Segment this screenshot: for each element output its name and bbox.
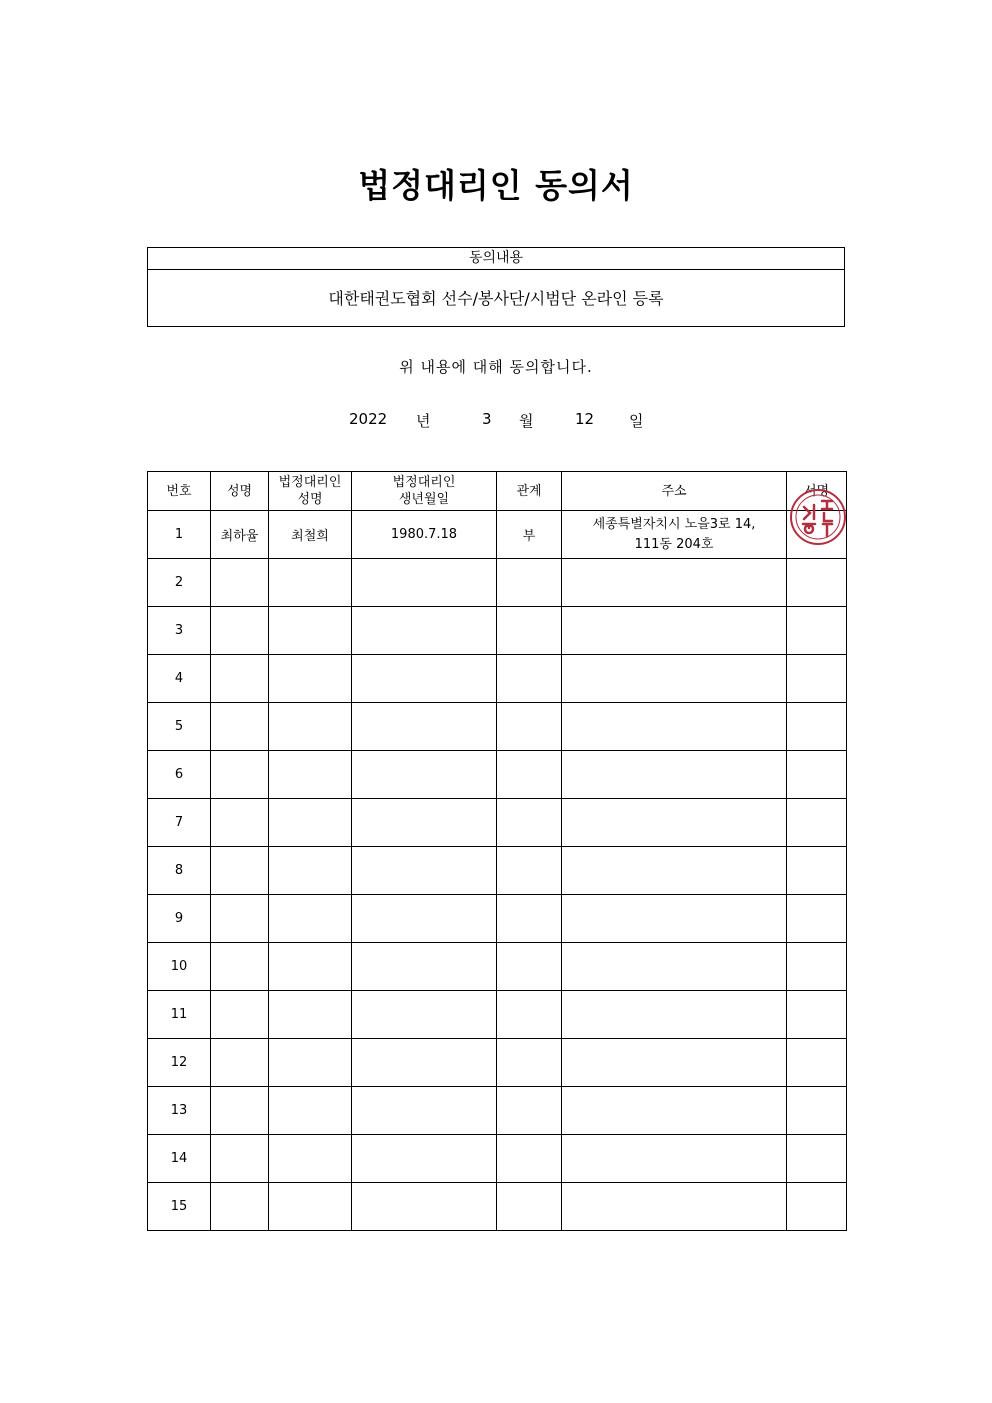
row-guardian-birth [352, 943, 497, 991]
table-row [148, 655, 847, 703]
row-guardian-birth [352, 1087, 497, 1135]
row-guardian-birth [352, 1039, 497, 1087]
row-guardian-name [269, 607, 352, 655]
row-relation [497, 895, 562, 943]
row-relation [497, 1135, 562, 1183]
row-guardian-birth [352, 703, 497, 751]
row-guardian-name [269, 1135, 352, 1183]
header-relation: 관계 [497, 472, 562, 511]
row-address [562, 655, 787, 703]
row-address [562, 991, 787, 1039]
seal-stamp-icon [790, 489, 846, 545]
table-row [148, 799, 847, 847]
row-guardian-name [269, 799, 352, 847]
table-row [148, 607, 847, 655]
row-address [562, 703, 787, 751]
row-address-line1: 세종특별자치시 노을3로 14, [592, 516, 756, 532]
date-year-unit: 년 [416, 412, 431, 430]
row-name [211, 1087, 269, 1135]
header-guardian-name [269, 472, 352, 511]
header-address: 주소 [562, 472, 787, 511]
table-row [148, 1087, 847, 1135]
consent-content: 대한태권도협회 선수/봉사단/시범단 온라인 등록 [328, 289, 664, 308]
table-row [148, 991, 847, 1039]
document-title: 법정대리인 동의서 [358, 166, 634, 205]
table-row [148, 559, 847, 607]
row-guardian-birth [352, 1135, 497, 1183]
row-guardian-name [269, 991, 352, 1039]
row-guardian-birth [352, 559, 497, 607]
header-guardian-name-line1: 법정대리인 [278, 475, 342, 490]
row-relation [497, 655, 562, 703]
header-guardian-birth-line1: 법정대리인 [392, 475, 456, 490]
row-address [562, 1039, 787, 1087]
row-relation [497, 703, 562, 751]
row-guardian-birth [352, 799, 497, 847]
row-number: 1 [148, 511, 211, 559]
row-guardian-name [269, 847, 352, 895]
date-year: 2022 [349, 410, 388, 428]
row-signature [787, 751, 847, 799]
row-number: 7 [148, 799, 211, 847]
row-guardian-birth [352, 607, 497, 655]
row-name [211, 655, 269, 703]
row-name [211, 847, 269, 895]
table-row [148, 847, 847, 895]
row-signature [787, 703, 847, 751]
row-name [211, 943, 269, 991]
row-number: 2 [148, 559, 211, 607]
row-signature [787, 943, 847, 991]
row-guardian-name [269, 943, 352, 991]
row-guardian-name [269, 1087, 352, 1135]
row-name [211, 607, 269, 655]
header-name: 성명 [211, 472, 269, 511]
table-row [148, 511, 847, 559]
row-signature [787, 1135, 847, 1183]
row-name [211, 1135, 269, 1183]
guardian-table [147, 471, 847, 1231]
row-guardian-birth [352, 751, 497, 799]
row-address [562, 751, 787, 799]
row-relation [497, 1039, 562, 1087]
table-row [148, 1183, 847, 1231]
row-guardian-birth [352, 655, 497, 703]
table-row [148, 1039, 847, 1087]
date-month: 3 [482, 410, 492, 428]
date-month-unit: 월 [519, 412, 534, 430]
row-name [211, 799, 269, 847]
row-relation [497, 847, 562, 895]
row-name: 최하율 [211, 511, 269, 559]
row-number: 5 [148, 703, 211, 751]
row-relation [497, 991, 562, 1039]
table-header-row [148, 472, 847, 511]
row-name [211, 991, 269, 1039]
row-guardian-birth [352, 847, 497, 895]
row-guardian-birth [352, 991, 497, 1039]
row-address [562, 943, 787, 991]
row-guardian-name: 최철희 [269, 511, 352, 559]
row-name [211, 895, 269, 943]
row-signature [787, 895, 847, 943]
header-number: 번호 [148, 472, 211, 511]
row-address [562, 1087, 787, 1135]
row-guardian-birth: 1980.7.18 [352, 511, 497, 559]
row-signature [787, 511, 847, 559]
row-number: 13 [148, 1087, 211, 1135]
row-name [211, 1183, 269, 1231]
row-relation [497, 799, 562, 847]
row-guardian-name [269, 655, 352, 703]
table-row [148, 895, 847, 943]
row-signature [787, 1087, 847, 1135]
row-relation [497, 607, 562, 655]
row-address [562, 511, 787, 559]
header-guardian-name-line2: 성명 [297, 492, 323, 507]
row-name [211, 559, 269, 607]
row-guardian-name [269, 895, 352, 943]
header-signature: 서명 [787, 472, 847, 511]
row-signature [787, 655, 847, 703]
consent-header: 동의내용 [148, 248, 844, 270]
row-number: 3 [148, 607, 211, 655]
row-address [562, 1135, 787, 1183]
row-signature [787, 559, 847, 607]
row-relation: 부 [497, 511, 562, 559]
date-day: 12 [575, 410, 595, 428]
table-row [148, 751, 847, 799]
row-relation [497, 1183, 562, 1231]
row-number: 11 [148, 991, 211, 1039]
row-guardian-birth [352, 895, 497, 943]
row-signature [787, 847, 847, 895]
row-address [562, 607, 787, 655]
row-guardian-name [269, 1039, 352, 1087]
row-address [562, 799, 787, 847]
row-address [562, 559, 787, 607]
row-relation [497, 943, 562, 991]
row-number: 15 [148, 1183, 211, 1231]
row-address [562, 847, 787, 895]
row-relation [497, 559, 562, 607]
row-number: 9 [148, 895, 211, 943]
date-day-unit: 일 [629, 412, 644, 430]
row-relation [497, 751, 562, 799]
row-signature [787, 1039, 847, 1087]
table-row [148, 703, 847, 751]
consent-content-box [147, 247, 845, 327]
row-relation [497, 1087, 562, 1135]
row-number: 10 [148, 943, 211, 991]
row-name [211, 751, 269, 799]
header-guardian-birth-line2: 생년월일 [398, 492, 450, 507]
row-guardian-name [269, 559, 352, 607]
row-number: 12 [148, 1039, 211, 1087]
row-number: 8 [148, 847, 211, 895]
row-signature [787, 991, 847, 1039]
row-guardian-name [269, 703, 352, 751]
row-signature [787, 1183, 847, 1231]
row-number: 14 [148, 1135, 211, 1183]
row-name [211, 703, 269, 751]
row-name [211, 1039, 269, 1087]
row-number: 4 [148, 655, 211, 703]
row-address [562, 895, 787, 943]
date-line [0, 410, 992, 432]
row-number: 6 [148, 751, 211, 799]
row-signature [787, 607, 847, 655]
row-address-line2: 111동 204호 [634, 536, 714, 552]
row-guardian-birth [352, 1183, 497, 1231]
table-row [148, 943, 847, 991]
table-row [148, 1135, 847, 1183]
row-guardian-name [269, 1183, 352, 1231]
agreement-statement: 위 내용에 대해 동의합니다. [399, 358, 593, 376]
row-guardian-name [269, 751, 352, 799]
row-signature [787, 799, 847, 847]
header-guardian-birth [352, 472, 497, 511]
row-address [562, 1183, 787, 1231]
